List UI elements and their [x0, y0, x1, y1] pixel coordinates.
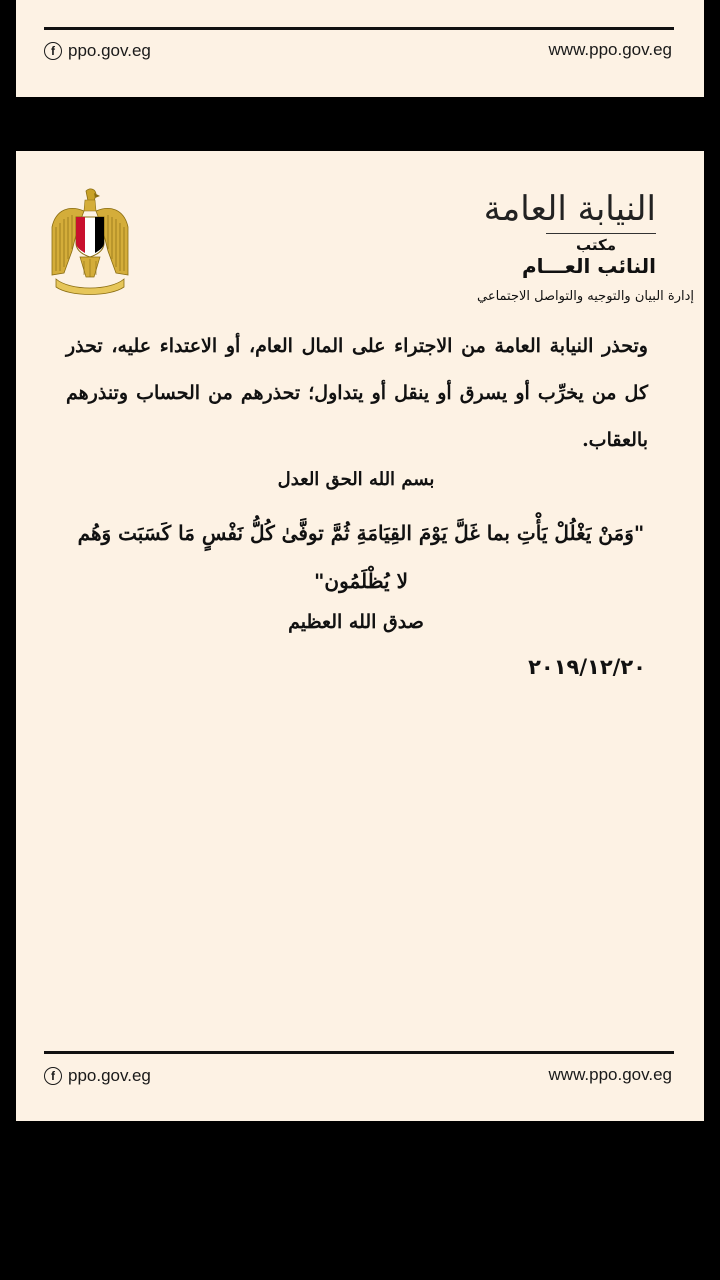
footer-divider [44, 27, 674, 30]
statement-date: ٢٠١٩/١٢/٢٠ [528, 655, 646, 679]
quran-verse: "وَمَنْ يَغْلُلْ يَأْتِ بما غَلَّ يَوْمَ القِيَامَةِ ثُمَّ توفَّىٰ كُلُّ نَفْسٍ مَا كَسَبَت وَهُم لا يُظْلَمُون" [77, 521, 645, 593]
facebook-icon: f [44, 1067, 62, 1085]
letterhead [396, 189, 656, 278]
office-name: النائب العـــام [521, 254, 656, 278]
statement-page [16, 151, 704, 1121]
previous-page-fragment [16, 0, 704, 97]
letterhead-title: النيابة العامة [483, 189, 656, 229]
footer-website[interactable]: www.ppo.gov.eg [548, 40, 672, 59]
footer-facebook-label: ppo.gov.eg [68, 1066, 151, 1085]
footer-website[interactable]: www.ppo.gov.eg [548, 1065, 672, 1084]
footer-facebook[interactable] [44, 1066, 151, 1086]
basmala: بسم الله الحق العدل [277, 469, 435, 490]
department-name: إدارة البيان والتوجيه والتواصل الاجتماعي [476, 289, 694, 304]
office-label: مكتب [575, 236, 616, 254]
facebook-icon: f [44, 42, 62, 60]
closing-phrase: صدق الله العظيم [288, 611, 424, 633]
footer-facebook[interactable] [44, 41, 151, 61]
footer-divider [44, 1051, 674, 1054]
footer-facebook-label: ppo.gov.eg [68, 41, 151, 60]
egypt-eagle-emblem-icon [50, 187, 130, 297]
statement-paragraph: وتحذر النيابة العامة من الاجتراء على المال العام، أو الاعتداء عليه، تحذر كل من يخرِّب أو يسرق أو ينقل أو يتداول؛ تحذرهم من الحساب وتنذرهم بالعقاب. [66, 335, 648, 451]
letterhead-rule [546, 233, 656, 234]
